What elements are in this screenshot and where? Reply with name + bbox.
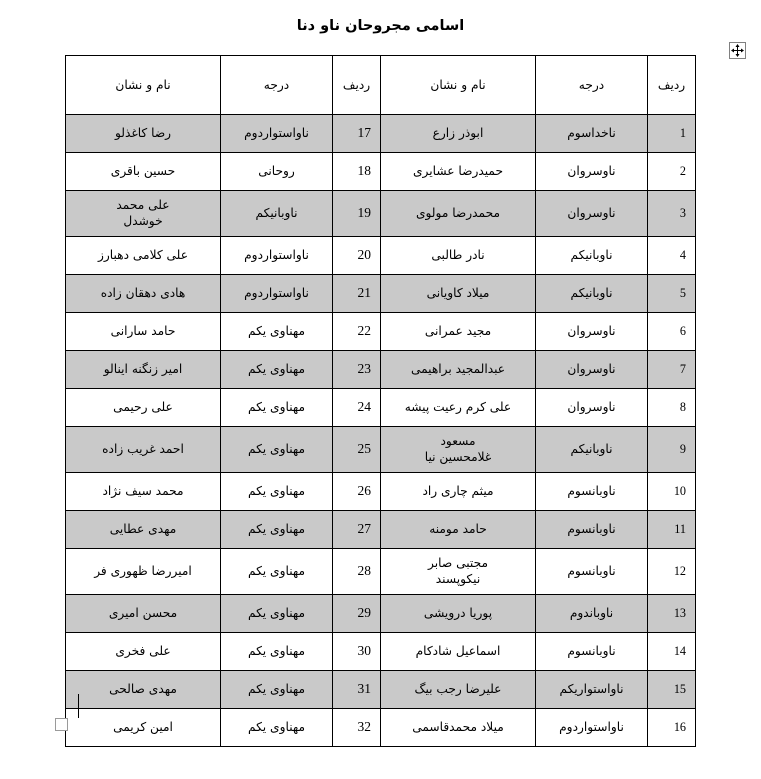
cell-name-right	[381, 670, 536, 708]
table-row	[66, 632, 696, 670]
casualty-table	[65, 55, 696, 747]
name-line: عبدالمجید براهیمی	[410, 362, 506, 377]
handle-spacer	[715, 58, 729, 59]
cell-row-number-right: 10	[648, 472, 696, 510]
name-line: هادی دهقان زاده	[100, 286, 186, 301]
header-name-left: نام و نشان	[66, 56, 221, 115]
cell-name-right	[381, 708, 536, 746]
table-row	[66, 388, 696, 426]
table-container	[66, 55, 696, 747]
cell-name-left	[66, 153, 221, 191]
cell-rank-left: مهناوی یکم	[221, 548, 333, 594]
name-line: مسعود	[440, 433, 476, 448]
cell-name-right	[381, 191, 536, 237]
cell-rank-left: مهناوی یکم	[221, 594, 333, 632]
header-rank-left: درجه	[221, 56, 333, 115]
cell-name-right	[381, 388, 536, 426]
table-row	[66, 153, 696, 191]
name-line: علی کلامی دهبارز	[98, 248, 188, 263]
name-line: خوشدل	[123, 214, 163, 229]
name-line: نادر طالبی	[431, 248, 485, 263]
cell-name-left	[66, 312, 221, 350]
cell-rank-right: ناوبانسوم	[536, 510, 648, 548]
cell-row-number-right: 7	[648, 350, 696, 388]
cell-name-left	[66, 708, 221, 746]
name-line: میلاد محمدقاسمی	[412, 720, 504, 735]
name-line: مجید عمرانی	[424, 324, 492, 339]
name-line: حامد سارانی	[110, 324, 176, 339]
header-row-number-left: ردیف	[333, 56, 381, 115]
table-row	[66, 115, 696, 153]
cell-row-number-right: 16	[648, 708, 696, 746]
cell-row-number-right: 12	[648, 548, 696, 594]
cell-row-number-right: 6	[648, 312, 696, 350]
cell-name-left	[66, 632, 221, 670]
header-name-right: نام و نشان	[381, 56, 536, 115]
cell-rank-left: ناواستواردوم	[221, 274, 333, 312]
cell-name-left	[66, 274, 221, 312]
cell-rank-left: ناواستواردوم	[221, 236, 333, 274]
cell-name-right	[381, 548, 536, 594]
cell-rank-right: ناوسروان	[536, 350, 648, 388]
name-line: امیر زنگنه اینالو	[103, 362, 183, 377]
move-four-arrows-icon	[730, 43, 745, 58]
table-row	[66, 670, 696, 708]
cell-row-number-right: 4	[648, 236, 696, 274]
table-row	[66, 312, 696, 350]
cell-rank-right: ناوبانیکم	[536, 274, 648, 312]
cell-rank-left: ناواستواردوم	[221, 115, 333, 153]
table-row	[66, 350, 696, 388]
cell-row-number-left: 30	[333, 632, 381, 670]
table-row	[66, 510, 696, 548]
table-row	[66, 274, 696, 312]
cell-row-number-right: 3	[648, 191, 696, 237]
name-line: میثم چاری راد	[422, 484, 494, 499]
cell-rank-right: ناوبانسوم	[536, 472, 648, 510]
cell-row-number-left: 27	[333, 510, 381, 548]
table-move-handle[interactable]	[729, 42, 746, 59]
cell-rank-left: مهناوی یکم	[221, 708, 333, 746]
header-row-number-right: ردیف	[648, 56, 696, 115]
table-row	[66, 472, 696, 510]
cell-row-number-left: 19	[333, 191, 381, 237]
cell-name-right	[381, 153, 536, 191]
cell-name-left	[66, 388, 221, 426]
cell-rank-right: ناخداسوم	[536, 115, 648, 153]
cell-rank-right: ناواستواریکم	[536, 670, 648, 708]
cell-name-left	[66, 236, 221, 274]
cell-row-number-left: 28	[333, 548, 381, 594]
cell-name-right	[381, 350, 536, 388]
cell-name-right	[381, 274, 536, 312]
cell-rank-right: ناوبانسوم	[536, 632, 648, 670]
name-line: علی رحیمی	[113, 400, 173, 415]
cell-row-number-right: 9	[648, 426, 696, 472]
cell-name-left	[66, 670, 221, 708]
cell-rank-left: مهناوی یکم	[221, 632, 333, 670]
table-header	[66, 56, 696, 115]
header-rank-right: درجه	[536, 56, 648, 115]
table-row	[66, 708, 696, 746]
cell-name-right	[381, 115, 536, 153]
name-line: احمد غریب زاده	[102, 442, 184, 457]
cell-name-left	[66, 472, 221, 510]
cell-rank-right: ناوبانسوم	[536, 548, 648, 594]
name-line: حمیدرضا عشایری	[413, 164, 503, 179]
cell-row-number-left: 20	[333, 236, 381, 274]
cell-row-number-left: 21	[333, 274, 381, 312]
cell-row-number-left: 26	[333, 472, 381, 510]
cell-row-number-left: 31	[333, 670, 381, 708]
cell-rank-right: ناوسروان	[536, 153, 648, 191]
name-line: حامد مومنه	[429, 522, 487, 537]
cell-rank-right: ناوسروان	[536, 388, 648, 426]
table-row	[66, 236, 696, 274]
cell-rank-left: مهناوی یکم	[221, 350, 333, 388]
name-line: نیکوپسند	[435, 572, 481, 587]
name-line: امیررضا ظهوری فر	[94, 564, 192, 579]
table-resize-handle[interactable]	[55, 718, 68, 731]
cell-rank-right: ناواستواردوم	[536, 708, 648, 746]
name-line: امین کریمی	[113, 720, 173, 735]
cell-name-right	[381, 632, 536, 670]
cell-row-number-left: 23	[333, 350, 381, 388]
table-row	[66, 548, 696, 594]
cell-name-left	[66, 115, 221, 153]
name-line: اسماعیل شادکام	[415, 644, 501, 659]
cell-row-number-right: 5	[648, 274, 696, 312]
cell-row-number-left: 18	[333, 153, 381, 191]
cell-rank-right: ناوسروان	[536, 312, 648, 350]
cell-row-number-left: 25	[333, 426, 381, 472]
name-line: علی کرم رعیت پیشه	[404, 400, 512, 415]
table-corner-rule	[78, 694, 79, 718]
header-row	[66, 56, 696, 115]
cell-name-right	[381, 472, 536, 510]
name-line: میلاد کاویانی	[426, 286, 490, 301]
name-line: غلامحسین نیا	[424, 450, 492, 465]
name-line: مجتبی صابر	[428, 555, 488, 570]
cell-row-number-left: 22	[333, 312, 381, 350]
cell-rank-left: روحانی	[221, 153, 333, 191]
name-line: ابوذر زارع	[432, 126, 484, 141]
name-line: پوریا درویشی	[423, 606, 493, 621]
cell-rank-right: ناوبانیکم	[536, 236, 648, 274]
name-line: علی محمد	[116, 198, 170, 212]
page-title: اسامی مجروحان ناو دنا	[296, 18, 465, 34]
table-row	[66, 594, 696, 632]
cell-row-number-right: 8	[648, 388, 696, 426]
cell-name-right	[381, 594, 536, 632]
cell-rank-right: ناوبانیکم	[536, 426, 648, 472]
cell-name-right	[381, 426, 536, 472]
cell-rank-left: مهناوی یکم	[221, 510, 333, 548]
cell-rank-left: ناوبانیکم	[221, 191, 333, 237]
cell-row-number-left: 29	[333, 594, 381, 632]
cell-rank-right: ناوباندوم	[536, 594, 648, 632]
name-line: محمد سیف نژاد	[102, 484, 184, 499]
cell-row-number-right: 1	[648, 115, 696, 153]
cell-rank-left: مهناوی یکم	[221, 426, 333, 472]
cell-row-number-left: 24	[333, 388, 381, 426]
name-line: رضا کاغذلو	[114, 126, 172, 141]
name-line: مهدی عطایی	[109, 522, 177, 537]
cell-name-left	[66, 426, 221, 472]
cell-rank-left: مهناوی یکم	[221, 388, 333, 426]
table-row	[66, 191, 696, 237]
name-line: محسن امیری	[108, 606, 178, 621]
cell-name-right	[381, 236, 536, 274]
cell-row-number-right: 11	[648, 510, 696, 548]
cell-name-left	[66, 548, 221, 594]
name-line: حسین باقری	[110, 164, 176, 179]
cell-name-left	[66, 350, 221, 388]
cell-row-number-left: 17	[333, 115, 381, 153]
cell-rank-right: ناوسروان	[536, 191, 648, 237]
cell-name-left	[66, 594, 221, 632]
cell-row-number-right: 2	[648, 153, 696, 191]
cell-name-right	[381, 510, 536, 548]
cell-row-number-left: 32	[333, 708, 381, 746]
name-line: علی فخری	[115, 644, 171, 659]
cell-rank-left: مهناوی یکم	[221, 670, 333, 708]
name-line: مهدی صالحی	[109, 682, 177, 697]
cell-name-left	[66, 510, 221, 548]
cell-row-number-right: 14	[648, 632, 696, 670]
cell-name-right	[381, 312, 536, 350]
cell-row-number-right: 13	[648, 594, 696, 632]
name-line: علیرضا رجب بیگ	[414, 682, 502, 697]
cell-name-left	[66, 191, 221, 237]
cell-rank-left: مهناوی یکم	[221, 472, 333, 510]
name-line: محمدرضا مولوی	[415, 206, 501, 221]
cell-row-number-right: 15	[648, 670, 696, 708]
cell-rank-left: مهناوی یکم	[221, 312, 333, 350]
table-body	[66, 115, 696, 747]
table-row	[66, 426, 696, 472]
